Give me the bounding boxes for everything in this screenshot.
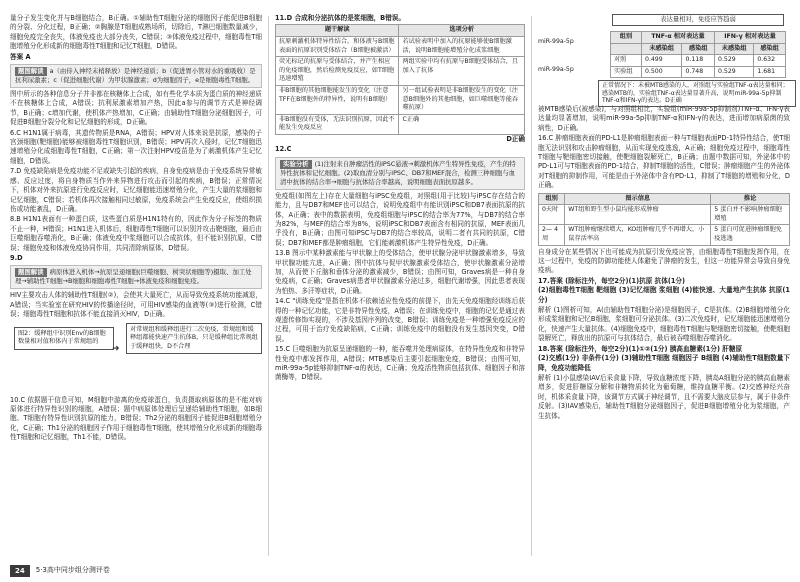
table-subheader: 感染组 [682, 43, 715, 55]
table-subheader: 未感染组 [715, 43, 754, 55]
question-11: 11.D 合成和分泌抗体的是浆细胞，B错误。 [275, 14, 405, 22]
table-cell: 非B细胞没有受体，无法识别抗原，因此不能发生免疫反应 [276, 114, 399, 134]
question-14: 14.C "训练免疫"是指在机体不依赖适应性免疫的前提下，由先天免疫细胞经训练后获得的一种记忆功能，它是非特异性免疫，A错误；在训练免疫中，细胞的记忆是通过表观遗传修饰实现的，不涉及基因序列的改变，B错误；训练免疫是一种增强免疫反应的过程，可用于治疗免疫缺陷病，C正确；训练免疫中的细胞没有发生基因突变，D错误。 [275, 297, 525, 343]
diagram-note: 正常情况下：未被MTB感染的人，对照组与实验组TNF-α表达量相同；感染MTB的，实验组TNF-α表达量显著升高，说明miR-99a-5p抑制TNF-α和IFN-γ的表达。D正确 [598, 80, 796, 107]
table-row [539, 225, 790, 245]
paragraph: 图中所示的各种信息分子并非都在核糖体上合成，如有些化学本质为蛋白质的神经递质不在核糖体上合成，A错误；抗利尿激素增加产热，因此a参与的调节方式是神经调节，B正确；c增加代谢，使机体产热增加，C正确；由辅助性T细胞分泌细胞因子，可促进B细胞分裂分化和记忆细胞的形成，D正确。 [10, 90, 262, 127]
page-footer [10, 564, 110, 578]
table-cell: 1.681 [754, 66, 786, 78]
table-header: 题干解读 [276, 25, 399, 37]
tip-tag: 题图解读 [15, 268, 47, 277]
paragraph: 解析 (1)小鼠感染IAV后采食量下降，导致血糖浓度下降，胰岛A细胞分泌的胰高血糖素增多，促进肝糖原分解和非糖物质转化为葡萄糖，维持血糖平衡。(2)交感神经兴奋时，机体采食量下降，该调节方式属于神经调节，且不需要大脑皮层参与，属于非条件反射。(3)IAV感染后，辅助性T细胞分泌细胞因子，促进B细胞增殖分化为浆细胞，产生抗体。 [538, 373, 790, 420]
table-header: TNF-α 相对表达量 [641, 32, 714, 44]
paragraph: 被MTB感染后(被感染)，与对照组相比，实验组(miR-99a-5p抑制剂)TNF-α、IFN-γ表达量均显著增加，说明miR-99a-5p抑制TNF-α和IFN-γ的表达，进而增加病原菌的致病性，D正确。 [538, 105, 790, 132]
table-cell: 非B细胞的其他细胞能发生的变化（注意TFF在B细胞外的特异性，说明有B细胞） [276, 85, 399, 114]
table-header: IFN-γ 相对表达量 [715, 32, 786, 44]
table-subheader: 未感染组 [641, 43, 681, 55]
table-cell: WT组肿瘤继续增大，KO组肿瘤几乎不再增大，小鼠存活率高 [565, 225, 711, 245]
table-cell: WT组和野生型小鼠均能形成肿瘤 [565, 205, 711, 225]
arrow-right-icon: ➜ [112, 343, 120, 354]
column-divider [268, 16, 269, 556]
table-cell: 2— 4周 [539, 225, 565, 245]
table-row [276, 37, 525, 57]
question-6: 6.C H1N1属于病毒，其遗传物质是RNA，A错误；HPV对人体来说是抗原，感染的子宫颈细胞(靶细胞)能够被细胞毒性T细胞识别，B错误；HPV再次入侵时，记忆T细胞迅速增殖分化成细胞毒性T细胞，C正确；第一次注射HPV疫苗是为了刺激机体产生记忆细胞，D错误。 [10, 128, 262, 165]
inference-table [538, 193, 790, 246]
column-divider [531, 16, 532, 556]
table-cell: 若试验表明中加入的抗原能够使B细胞激活，说明B细胞能增殖分化成浆细胞 [399, 37, 525, 57]
paragraph: 量分子发生变化并与B细胞结合，B正确。①辅助性T细胞分泌的细胞因子能促进B细胞的分裂、分化过程，B正确；②胸腺是T细胞成熟场所，切除后，T淋巴细胞数量减少，细胞免疫完全丧失，体液免疫也大部分丧失，C错误；③体液免疫过程中，细胞毒性T细胞增殖分化形成新的细胞毒性T细胞和记忆T细胞，D错误。 [10, 14, 262, 51]
question-9: 9.D [10, 253, 23, 262]
tip-tag: 题图解读 [15, 67, 47, 76]
table-answer: D正确 [506, 134, 525, 143]
question-18: 18.答案 (除标注外，每空2分)(1)①②(1分) 胰高血糖素(1分) 肝糖原 (2)交感(1分) 非条件(1分) (3)辅助性T细胞 细胞因子 B细胞 (4)辅助性T细胞数量下降，免疫功能降低 [538, 344, 790, 372]
question-16: 16.C 肿瘤细胞表面的PD-L1是肿瘤细胞表面一种与T细胞表面PD-1特异性结合，使T细胞无法识别和攻击肿瘤细胞，从而实现免疫逃逸，A正确；细胞免疫过程中，细胞毒性T细胞与靶细胞密切接触，使靶细胞裂解死亡，B正确；由题中数据可知，外泌体中的PD-L1可与T细胞表面的PD-1结合，抑制T细胞的活性，C错误；肿瘤细胞产生的外泌体对T细胞的抑制作用，可能是由于外泌体中含有PD-L1，抑制了T细胞的增殖和分化，D正确。 [538, 134, 790, 190]
experiment-analysis-box [275, 157, 525, 190]
table-cell: 另一组试验表明是非B细胞发生的变化（注意B细胞外的其他细胞，如巨噬细胞等能吞噬抗原） [399, 85, 525, 114]
table-row [276, 57, 525, 86]
table-row [276, 85, 525, 114]
tip-text: 病原体进入机体→抗原呈递细胞(巨噬细胞、树突状细胞等)摄取、加工处理→辅助性T细胞→B细胞和细胞毒性T细胞→体液免疫和细胞免疫。 [15, 268, 252, 286]
question-10: 10.C 依据题干信息可知，M细胞中游离的免疫球蛋白，负责摄取病原体的是不能对病原体进行特异性识别的细胞，A错误；题中病原体处理后呈递给辅助性T细胞，如B细胞、T细胞有特异性识别抗原的能力，B错误；Th2分泌的细胞因子能促进B细胞增殖分化，C正确；Th1分泌的细胞因子作用于细胞毒性T细胞，使其增殖分化形成新的细胞毒性T细胞和记忆细胞，Th1不能，D错误。 [10, 395, 262, 442]
table-row [539, 205, 790, 225]
table-header: 选项分析 [399, 25, 525, 37]
diagram-title: 表达量相对，免疫应答趋弱 [612, 14, 784, 26]
table-cell: 对照 [611, 55, 642, 67]
diagram-label: miR-99a-5p [538, 66, 574, 73]
table-cell: 0.499 [641, 55, 681, 67]
table-cell: 5 蛋白并不影响肿瘤细胞增殖 [711, 205, 790, 225]
analysis-flow [10, 323, 262, 393]
paragraph: 自身成分在某些情况下也可能成为抗原引发免疫应答，由细胞毒性T细胞发挥作用，在这一过程中，免疫的防御功能使人体避免了肿瘤的发生，但这一功能异常会导致自身免疫病。 [538, 247, 790, 275]
question-12: 12.C [275, 145, 292, 154]
table-cell: 5 蛋白可促进肿瘤细胞免疫逃逸 [711, 225, 790, 245]
table-header: 组别 [539, 193, 565, 205]
question-15: 15.C 巨噬细胞为抗原呈递细胞的一种，能吞噬并处理病原体，在特异性免疫和非特异性免疫中都发挥作用，A错误；MTB感染后主要引起细胞免疫，B错误；由图可知，miR-99a-5p能够抑制TNF-α的表达，C正确；免疫活性物质包括抗体、细胞因子和溶菌酶等，D错误。 [275, 345, 525, 382]
page-number: 24 [10, 565, 30, 577]
table-row [276, 114, 525, 134]
table-cell: 抗原刺激机体特异性结合，和体液与B细胞表面的抗原识别受体结合（B细胞被激活） [276, 37, 399, 57]
table-cell: 0.118 [682, 55, 715, 67]
question-8: 8.B H1N1表面有一种蛋白质，这些蛋白质是H1N1特有的，因此作为分子标签的物质不止一种，H错误；H1N1进入机体后，细胞毒性T细胞可以识别并攻击靶细胞，最后由巨噬细胞吞噬消化，B正确；体液免疫中浆细胞可以合成抗体，但不能识别抗原，C错误；细胞免疫和体液免疫协同作用，共同清除病原体，D错误。 [10, 215, 262, 252]
book-title: 5·3高中同步组分测评卷 [35, 566, 110, 575]
table-cell: 实验组 [611, 66, 642, 78]
table-cell: 0.529 [715, 55, 754, 67]
expression-diagram [538, 14, 790, 105]
diagram-table [610, 31, 786, 78]
figure-interpretation-box [10, 64, 262, 88]
table-row [611, 66, 786, 78]
table-cell: 0.748 [682, 66, 715, 78]
flow-box-left: 图2：缓释组中识别Env的B细胞数量相对值和体内于常规组的 [14, 327, 114, 350]
table-cell: 0天时 [539, 205, 565, 225]
flow-box-right: 对常规组和缓释组进行二次免疫，常规组和缓释组都能快速产生抗体B，只是缓释组比常规组于缓释组快，D不合理 [126, 323, 262, 355]
paragraph: 解析 (1)图析可知，A(由辅助性T细胞分泌)是细胞因子，C是抗体。(2)B细胞增殖分化形成浆细胞和记忆B细胞，浆细胞可分泌抗体。(3)二次免疫时，记忆细胞能迅速增殖分化，快速产生大量抗体。(4)细胞免疫中，细胞毒性T细胞与靶细胞密切接触，使靶细胞裂解死亡，释放出的抗原可与抗体结合，最后被吞噬细胞吞噬消化。 [538, 306, 790, 343]
table-header: 组别 [611, 32, 642, 44]
diagram-label: miR-99a-5p [538, 38, 574, 45]
paragraph: HIV主要攻击人体的辅助性T细胞(②)，会使其大量死亡，从而导致免疫系统功能减退，A错误；当实验室在研究HIV的传播途径时，可用HIV感染的血液等(③)进行检测，C错误；细胞毒性T细胞和抗体不能直接消灭HIV，D正确。 [10, 291, 262, 319]
question-7: 7.D 免疫缺陷病是免疫功能不足或缺失引起的疾病，自身免疫病是由于免疫系统异常敏感、反应过度，将自身物质当作外来异物进行攻击而引起的疾病，B错误；正常情况下，机体对外来抗原进行免疫反应时，记忆细胞能迅速增殖分化，产生大量的浆细胞和记忆细胞，C错误；若机体再次接触相同过敏原，免疫系统会产生免疫反应，使组织损伤或功能紊乱，D正确。 [10, 167, 262, 213]
table-cell: 0.632 [754, 55, 786, 67]
tip-text: (1)注射来自肿瘤活性的iPSC悬液→刺激机体产生特异性免疫，产生的特异性抗体和记忆细胞。(2)取血清分别与iPSC、DB7和MEF混合，检测三种细胞与血清中抗体的结合率→细胞与抗体结合率越高，说明细胞表面抗原越多。 [280, 159, 516, 186]
figure-interpretation-box [10, 265, 262, 289]
column-left [10, 14, 262, 560]
table-header: 图示信息 [565, 193, 711, 205]
question-13: 13.B 图示中某种激素能与甲状腺上的受体结合，使甲状腺分泌甲状腺激素增多，导致甲状腺功能亢进，A正确；图中抗体与促甲状腺激素受体结合，使甲状腺激素分泌增加，从而使下丘脑和垂体分泌的激素减少，B错误；由图可知，Graves病是一种自身免疫病，C正确；Graves病患者甲状腺激素分泌过多，细胞代谢增强，因此患者表现为怕热、多汗等症状，D正确。 [275, 249, 525, 295]
table-cell: 0.529 [715, 66, 754, 78]
paragraph: 免疫组(如图左上)存在大量细胞与iPSC免疫组，对照组(用于比较)与iPSC存在结合的能力，且与DB7和MEF也可以结合，说明免疫组中有能识别iPSC和DB7表面抗原的抗体，A正确；表中的数据表明，免疫组细胞与iPSC的结合率为77%，与DB7的结合率为82%，与MEF的结合率为8%，说明iPSC和DB7表面含有相同的抗原，MEF表面几乎没有，B正确；由图可知iPSC与DB7的结合率较高，说明二者有共同的抗原，C错误；DB7和MEF都是肿瘤细胞，它们能刺激机体产生特异性免疫，D正确。 [275, 191, 525, 247]
table-cell: 两组实验中均有抗原与B细胞受体结合，且加入了抗体 [399, 57, 525, 86]
table-header: 推论 [711, 193, 790, 205]
table-cell: C正确 [399, 114, 525, 134]
question-17: 17.答案 (除标注外，每空2分)(1)抗原 抗体(1分) (2)细胞毒性T细胞 靶细胞 (3)记忆细胞 浆细胞 (4)能快速、大量地产生抗体 抗原(1分) [538, 276, 790, 304]
table-subheader: 感染组 [754, 43, 786, 55]
table-cell: 0.500 [641, 66, 681, 78]
table-subheader [611, 43, 642, 55]
table-cell: 荧光标记的抗原与受体结合，并产生相应的免疫细胞，然后检测免疫反应，如T细胞迅速增殖 [276, 57, 399, 86]
column-middle [275, 14, 525, 560]
column-right [538, 14, 790, 560]
tip-text: a（由侍入神经末梢释放）是神经递质；b（促进胃小管对水的重吸收）是抗利尿激素；c（促进细胞代谢）为甲状腺激素；d为细胞因子，e是细胞毒性T细胞。 [15, 67, 256, 85]
answer-label: 答案 A [10, 52, 31, 61]
tip-tag: 实验分析 [280, 160, 312, 169]
table-row [611, 55, 786, 67]
analysis-table [275, 24, 525, 135]
